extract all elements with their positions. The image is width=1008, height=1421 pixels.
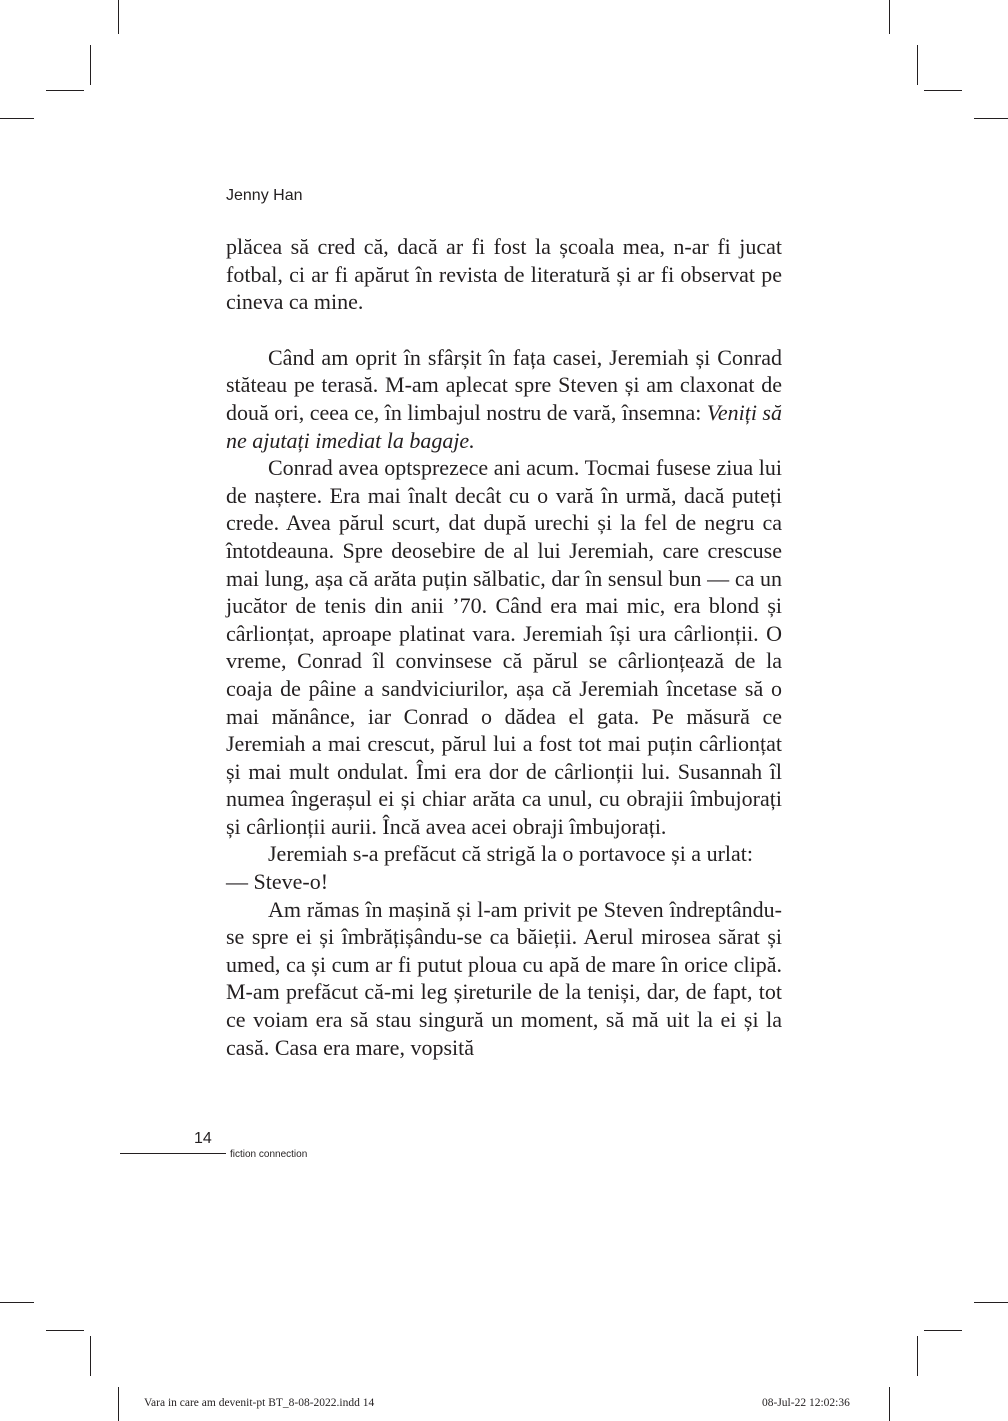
paragraph: Jeremiah s-a prefăcut că strigă la o portavoce și a urlat: <box>268 841 753 867</box>
slug-file-name: Vara in care am devenit-pt BT_8-08-2022.indd 14 <box>144 1397 375 1409</box>
paragraph-text: Când am oprit în sfârșit în fața casei, Jeremiah și Conrad stăteau pe terasă. M-am aplecat spre Steven și am claxonat de două ori, ceea ce, în limbajul nostru de vară, însemna: <box>226 344 782 425</box>
paragraph: Am rămas în mașină și l-am privit pe Steven îndreptându-se spre ei și îmbrățișându-se ca băieții. Aerul mirosea sărat și umed, ca și cum ar fi putut ploua cu apă de mare în orice clipă. M-am prefăcut că-mi leg șireturile de la teniși, dar, de fapt, tot ce voiam era să stau singură un moment, să mă uit la ei și la casă. Casa era mare, vopsită <box>226 896 782 1060</box>
crop-mark <box>974 118 1008 119</box>
crop-mark <box>924 90 962 91</box>
crop-mark <box>0 1302 34 1303</box>
folio-rule <box>120 1153 226 1154</box>
crop-mark <box>90 45 91 85</box>
imprint-label: fiction connection <box>230 1149 308 1160</box>
crop-mark <box>974 1302 1008 1303</box>
crop-mark <box>46 1330 84 1331</box>
crop-mark <box>924 1330 962 1331</box>
crop-mark <box>118 1387 119 1421</box>
crop-mark <box>46 90 84 91</box>
dialogue-line: — Steve-o! <box>226 869 329 895</box>
crop-mark <box>0 118 34 119</box>
paragraph <box>226 344 782 454</box>
crop-mark <box>118 0 119 34</box>
paragraph: Conrad avea optsprezece ani acum. Tocmai fusese ziua lui de naștere. Era mai înalt decât cu o vară în urmă, dacă puteți crede. Avea părul scurt, dat după urechi și la fel de negru ca întotdeauna. Spre deosebire de al lui Jeremiah, care crescuse mai lung, așa că arăta puțin sălbatic, dar în sensul bun — ca un jucător de tenis din anii ’70. Când era mai mic, era blond și cârlionțat, aproape platinat vara. Jeremiah își ura cârlionții. O vreme, Conrad îl convinsese că părul se cârlionțează de la coaja de pâine a sandviciurilor, așa că Jeremiah încetase să o mai mănânce, iar Conrad o dădea el gata. Pe măsură ce Jeremiah a mai crescut, părul lui a fost tot mai puțin cârlionțat și mai mult ondulat. Îmi era dor de cârlionții lui. Susannah îl numea îngerașul ei și chiar arăta ca unul, cu obrajii îmbujorați și cârlionții aurii. Încă avea acei obraji îmbujorați. <box>226 455 782 839</box>
page-number: 14 <box>194 1130 212 1147</box>
crop-mark <box>917 1336 918 1376</box>
body-text <box>226 233 782 1061</box>
crop-mark <box>889 1387 890 1421</box>
crop-mark <box>917 45 918 85</box>
crop-mark <box>90 1336 91 1376</box>
italic-phrase: Veniți să ne ajutați imediat la bagaje. <box>226 399 782 453</box>
paragraph: plăcea să cred că, dacă ar fi fost la școala mea, n-ar fi jucat fotbal, ci ar fi apărut în revista de literatură și ar fi observat pe cineva ca mine. <box>226 234 782 315</box>
crop-mark <box>889 0 890 34</box>
running-head: Jenny Han <box>226 187 303 204</box>
slug-timestamp: 08-Jul-22 12:02:36 <box>762 1397 850 1409</box>
